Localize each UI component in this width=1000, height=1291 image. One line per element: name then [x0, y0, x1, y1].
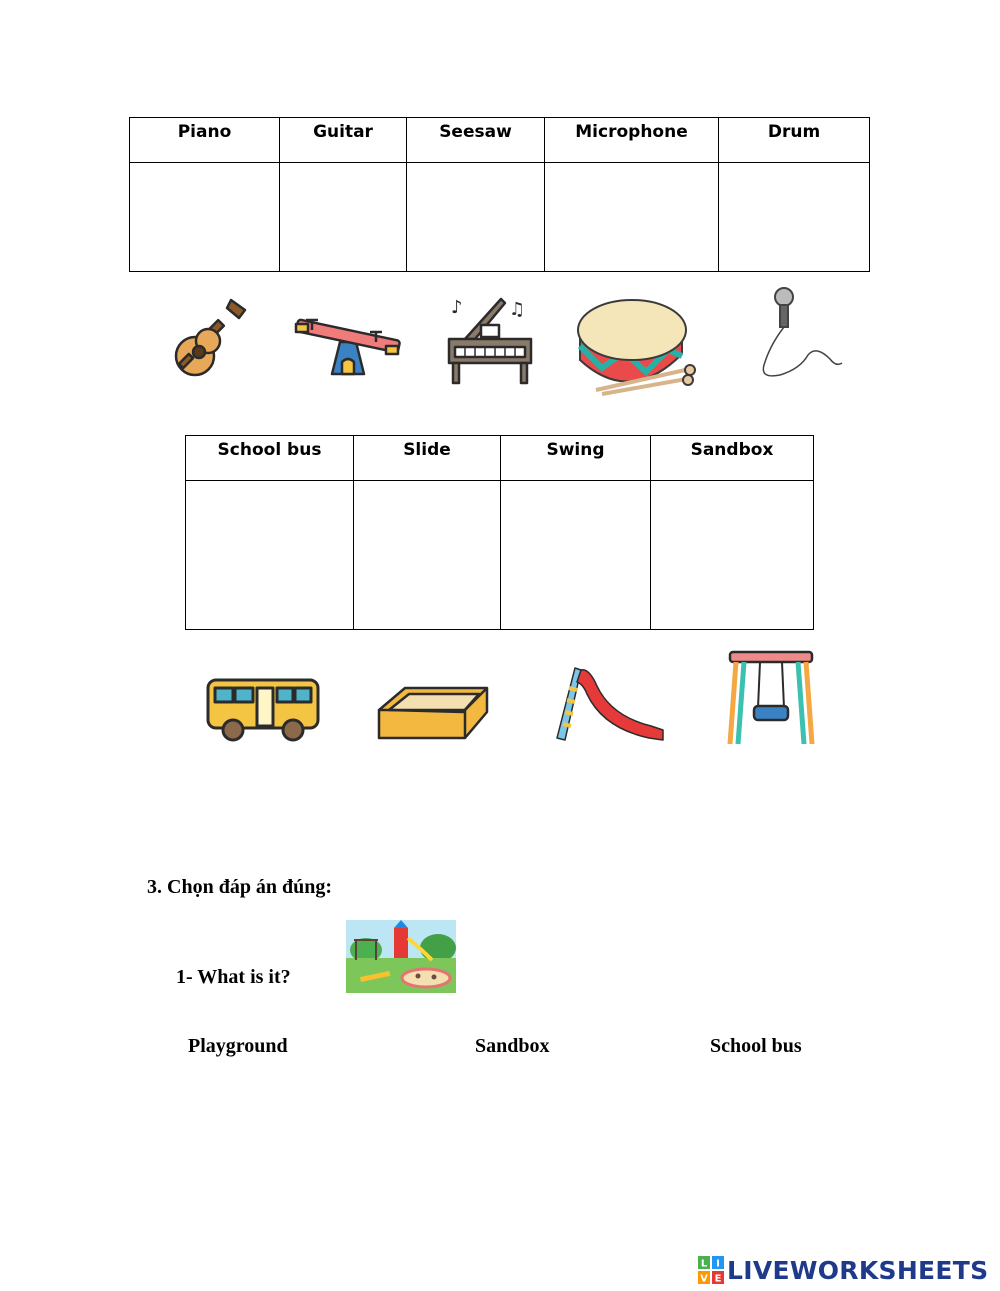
header-microphone: Microphone — [545, 118, 719, 163]
instruments-table — [129, 117, 870, 272]
svg-text:♪: ♪ — [451, 297, 463, 318]
question-text: 1- What is it? — [176, 966, 291, 988]
sandbox-icon[interactable] — [375, 682, 493, 746]
drop-cell-swing[interactable] — [501, 481, 651, 630]
drop-cell-sandbox[interactable] — [651, 481, 814, 630]
drop-cell-guitar[interactable] — [280, 163, 407, 272]
svg-text:E: E — [714, 1273, 722, 1284]
drop-cell-slide[interactable] — [354, 481, 501, 630]
logo-mark-icon — [698, 1256, 724, 1284]
seesaw-icon[interactable] — [290, 308, 405, 378]
option-sandbox[interactable]: Sandbox — [475, 1035, 550, 1057]
table-header-row — [130, 118, 870, 163]
playground-table — [185, 435, 814, 630]
header-seesaw: Seesaw — [407, 118, 545, 163]
swing-icon[interactable] — [726, 650, 816, 746]
header-guitar: Guitar — [280, 118, 407, 163]
drop-cell-microphone[interactable] — [545, 163, 719, 272]
header-piano: Piano — [130, 118, 280, 163]
drop-cell-piano[interactable] — [130, 163, 280, 272]
svg-text:I: I — [716, 1258, 720, 1270]
header-drum: Drum — [719, 118, 870, 163]
header-swing: Swing — [501, 436, 651, 481]
svg-text:L: L — [700, 1258, 708, 1270]
table-drop-row — [186, 481, 814, 630]
drop-cell-school-bus[interactable] — [186, 481, 354, 630]
drop-cell-drum[interactable] — [719, 163, 870, 272]
table-drop-row — [130, 163, 870, 272]
svg-text:V: V — [700, 1273, 708, 1284]
liveworksheets-logo — [698, 1254, 988, 1286]
header-school-bus: School bus — [186, 436, 354, 481]
svg-text:♫: ♫ — [509, 299, 526, 320]
table-header-row — [186, 436, 814, 481]
microphone-icon[interactable] — [750, 285, 846, 381]
header-sandbox: Sandbox — [651, 436, 814, 481]
header-slide: Slide — [354, 436, 501, 481]
school-bus-icon[interactable] — [205, 676, 321, 744]
section-title: 3. Chọn đáp án đúng: — [147, 876, 333, 898]
slide-icon[interactable] — [555, 664, 667, 744]
guitar-icon[interactable] — [165, 294, 253, 382]
drum-icon[interactable] — [572, 294, 700, 400]
option-school-bus[interactable]: School bus — [710, 1035, 802, 1057]
piano-icon[interactable] — [445, 293, 537, 385]
option-playground[interactable]: Playground — [188, 1035, 288, 1057]
drop-cell-seesaw[interactable] — [407, 163, 545, 272]
playground-image — [346, 920, 456, 993]
brand-name: LIVEWORKSHEETS — [727, 1255, 989, 1285]
